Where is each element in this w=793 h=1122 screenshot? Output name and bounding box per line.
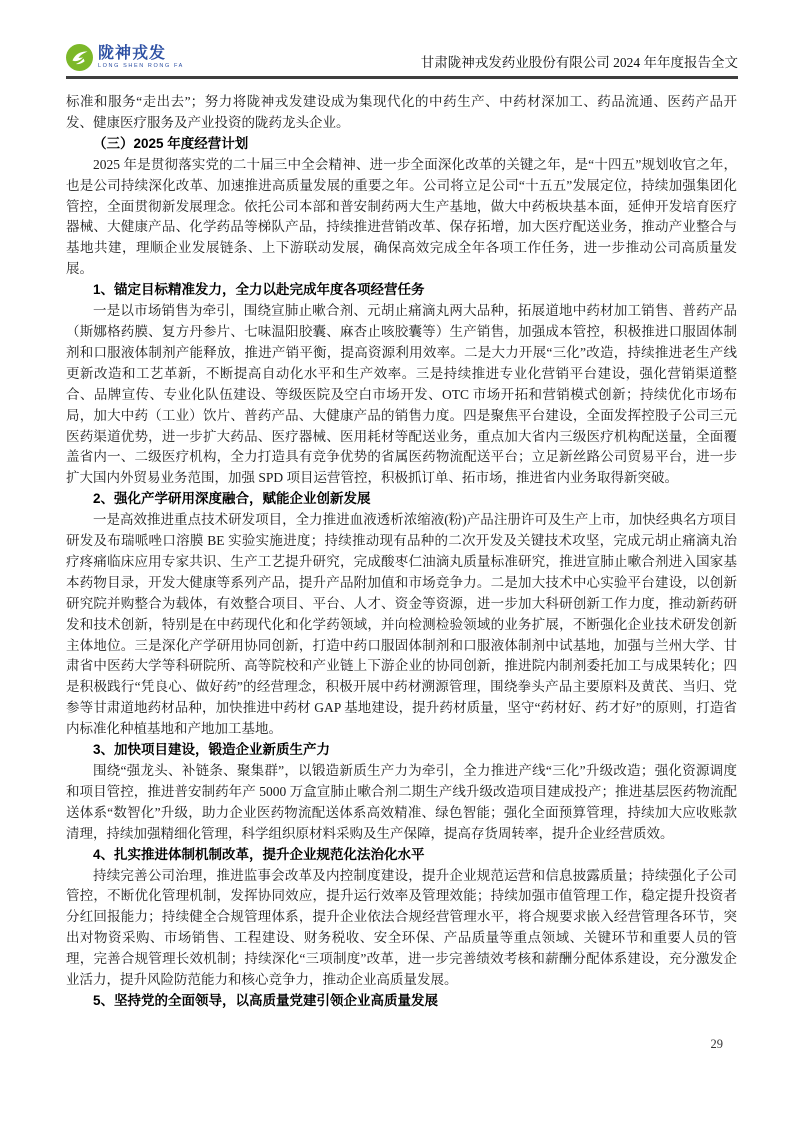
document-body bbox=[66, 92, 737, 1012]
page-number: 29 bbox=[710, 1037, 723, 1051]
logo-text bbox=[98, 46, 184, 70]
section-heading: 1、锚定目标精准发力，全力以赴完成年度各项经营任务 bbox=[93, 282, 425, 298]
section-heading: （三）2025 年度经营计划 bbox=[93, 135, 249, 151]
report-title: 甘肃陇神戎发药业股份有限公司 2024 年年度报告全文 bbox=[420, 55, 738, 70]
brand-name-cn: 陇神戎发 bbox=[98, 44, 167, 62]
section-heading: 3、加快项目建设，锻造企业新质生产力 bbox=[93, 742, 331, 758]
paragraph: 一是以市场销售为牵引，围绕宣肺止嗽合剂、元胡止痛滴丸两大品种，拓展道地中药材加工销售、普药产品（斯娜格药膜、复方丹参片、七味温阳胶囊、麻杏止咳胶囊等）生产销售，加强成本管控，积极推进口服固体制剂和口服液体制剂产能释放，推进产销平衡，提高资源利用效率。二是大力开展“三化”改造，持续推进老生产线更新改造和工艺革新，不断提高自动化水平和生产效率。三是持续推进专业化营销平台建设，强化营销渠道整合、品牌宣传、专业化队伍建设、等级医院及空白市场开发、OTC 市场开拓和营销模式创新；持续优化市场布局，加大中药（工业）饮片、普药产品、大健康产品的销售力度。四是聚焦平台建设，全面发挥控股子公司三元医药渠道优势，进一步扩大药品、医疗器械、医用耗材等配送业务，重点加大省内三级医疗机构配送量，全面覆盖省内一、二级医疗机构，全力打造具有竞争优势的省属医药物流配送平台；立足新丝路公司贸易平台，进一步扩大国内外贸易业务范围，加强 SPD 项目运营管控，积极抓订单、拓市场，推进省内业务取得新突破。 bbox=[66, 303, 737, 486]
logo-bird-icon bbox=[66, 44, 93, 71]
company-logo bbox=[66, 44, 184, 71]
brand-name-en: LONG SHEN RONG FA bbox=[98, 62, 184, 69]
paragraph: 围绕“强龙头、补链条、聚集群”，以锻造新质生产力为牵引，全力推进产线“三化”升级改造；强化资源调度和项目管控，推进普安制药年产 5000 万盒宣肺止嗽合剂二期生产线升级改造项目建成投产；推进基层医药物流配送体系“数智化”升级，助力企业医药物流配送体系高效精准、绿色智能；强化全面预算管理，持续加大应收账款清理，持续加强精细化管理，科学组织原材料采购及生产保障，提高存货周转率，提升企业经营质效。 bbox=[66, 763, 737, 841]
section-heading: 5、坚持党的全面领导，以高质量党建引领企业高质量发展 bbox=[93, 992, 439, 1008]
paragraph: 持续完善公司治理，推进监事会改革及内控制度建设，提升企业规范运营和信息披露质量；持续强化子公司管控，不断优化管理机制，发挥协同效应，提升运行效率及管理效能；持续加强市值管理工作，稳定提升投资者分红回报能力；持续健全合规管理体系，提升企业依法合规经营管理水平，将合规要求嵌入经营管理各环节，突出对物资采购、市场销售、工程建设、财务税收、安全环保、产品质量等重点领域、关键环节和重要人员的管理，完善合规管理长效机制；持续深化“三项制度”改革，进一步完善绩效考核和薪酬分配体系建设，充分激发企业活力，提升风险防范能力和核心竞争力，推动企业高质量发展。 bbox=[66, 867, 737, 988]
paragraph: 一是高效推进重点技术研发项目，全力推进血液透析浓缩液(粉)产品注册许可及生产上市，加快经典名方项目研发及布瑞哌唑口溶膜 BE 实验实施进度；持续推动现有品种的二次开发及关键技术攻坚，完成元胡止痛滴丸治疗疼痛临床应用专家共识、生产工艺提升研究，完成酸枣仁油滴丸质量标准研究，推进宣肺止嗽合剂进入国家基本药物目录，开发大健康等系列产品，提升产品附加值和市场竞争力。二是加大技术中心实验平台建设，以创新研究院并购整合为载体，有效整合项目、平台、人才、资金等资源，进一步加大科研创新工作力度，推动新药研发和技术创新，特别是在中药现代化和化学药领域，并向检测检验领域的业务扩展，不断强化企业技术研发创新主体地位。三是深化产学研用协同创新，打造中药口服固体制剂和口服液体制剂中试基地，加强与兰州大学、甘肃省中医药大学等科研院所、高等院校和产业链上下游企业的协同创新，推进院内制剂委托加工与成果转化；四是积极践行“凭良心、做好药”的经营理念，积极开展中药材溯源管理，围绕拳头产品主要原料及黄芪、当归、党参等甘肃道地药材品种，加快推进中药材 GAP 基地建设，提升药材质量，坚守“药材好、药才好”的原则，打造省内标准化种植基地和产地加工基地。 bbox=[66, 512, 737, 737]
section-heading: 4、扎实推进体制机制改革，提升企业规范化法治化水平 bbox=[93, 846, 425, 862]
section-heading: 2、强化产学研用深度融合，赋能企业创新发展 bbox=[93, 491, 371, 507]
paragraph: 标准和服务“走出去”；努力将陇神戎发建设成为集现代化的中药生产、中药材深加工、药品流通、医药产品开发、健康医疗服务及产业投资的陇药龙头企业。 bbox=[66, 94, 737, 130]
page-header bbox=[66, 44, 738, 79]
paragraph: 2025 年是贯彻落实党的二十届三中全会精神、进一步全面深化改革的关键之年，是“十四五”规划收官之年，也是公司持续深化改革、加速推进高质量发展的重要之年。公司将立足公司“十五五”发展定位，持续加强集团化管控，全面贯彻新发展理念。依托公司本部和普安制药两大生产基地，做大中药板块基本面，延伸开发培育医疗器械、大健康产品、化学药品等梯队产品，持续推进营销改革、保存拓增，加大医疗配送业务，推动产业整合与基地共建，理顺企业发展链条、上下游联动发展，确保高效完成全年各项工作任务，进一步推动公司高质量发展。 bbox=[66, 156, 737, 277]
